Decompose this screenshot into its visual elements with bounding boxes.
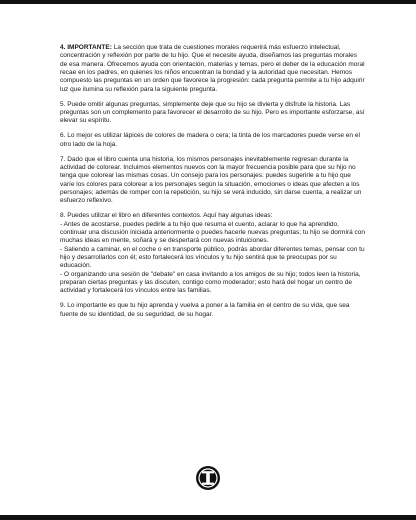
circled-roman-numeral-one-logo: [195, 465, 221, 491]
paragraph-5: 5. Puede omitir algunas preguntas, simplemente deje que su hijo se divierta y disfrute la historia. Las preguntas son un complemento para favorecer el desarrollo de su hijo. Pero es importante esforzarse, así elevar su espíritu.: [60, 100, 365, 125]
paragraph-9: 9. Lo importante es que tu hijo aprenda y vuelva a poner a la familia en el centro de su vida, que sea fuente de su identidad, de su seguridad, de su hogar.: [60, 302, 350, 318]
paragraph-8-intro: 8. Puedes utilizar el libro en diferentes contextos. Aquí hay algunas ideas:: [60, 212, 273, 220]
paragraph-8-bullet-bedtime: - Antes de acostarse, puedes pedirle a tu hijo que resuma el cuento, aclarar lo que ha aprendido, continuar una discusión iniciada anteriormente o puedes hacerle nuevas preguntas; tu hijo se dormirá con muchas ideas en mente, soñará y se despertará con nuevas intuiciones.: [60, 220, 365, 245]
paragraph-4: [60, 44, 366, 94]
paragraph-4-text: La sección que trata de cuestiones morales requerirá más esfuerzo intelectual, concentración y reflexión por parte de tu hijo. Que el necesite ayuda, diseñamos las preguntas morales de esa manera. Ofrecemos ayuda con orientación, materias y temas, pero el deber de la educación moral recae en los padres, en quienes los niños encuentran la bondad y la autoridad que necesitan. Hemos compuesto las preguntas en un orden que favorece la progresión: cada pregunta permite a tu hijo adquirir luz que ilumina su reflexión para la siguiente pregunta.: [60, 44, 365, 93]
paragraph-8-bullet-outing: - Saliendo a caminar, en el coche o en transporte público, podrás abordar diferentes temas, pensar con tu hijo y desarrollarlos con él; esto fortalecerá los vínculos y tu hijo sentirá que te preocupas por su educación.: [60, 245, 365, 270]
paragraph-4-heading: IMPORTANTE:: [67, 44, 112, 51]
paragraph-8: [60, 212, 366, 295]
paragraph-4-number: 4.: [60, 44, 66, 51]
instructions-body: [60, 44, 366, 326]
paragraph-6: 6. Lo mejor es utilizar lápices de colores de madera o cera; la tinta de los marcadores puede verse en el otro lado de la hoja.: [60, 132, 360, 148]
paragraph-7: 7. Dado que el libro cuenta una historia, los mismos personajes inevitablemente regresan durante la actividad de colorear. Incluimos elementos nuevos con la mayor frecuencia posible para que su hijo no tenga que colorear las mismas cosas. Un consejo para los personajes: puedes sugerirle a tu hijo que varíe los colores para colorear a los personajes según la situación, emociones o ideas que afecten a los personajes; además de romper con la repetición, su hijo se verá inducido, sin darse cuenta, a realizar un esfuerzo reflexivo.: [60, 155, 362, 205]
paragraph-8-bullet-debate: - O organizando una sesión de "debate" en casa invitando a los amigos de su hijo; todos leen la historia, preparan ciertas preguntas y las discuten, contigo como moderador; esto hará del hogar un centro de actividad y fortalecerá los vínculos entre las familias.: [60, 270, 361, 295]
